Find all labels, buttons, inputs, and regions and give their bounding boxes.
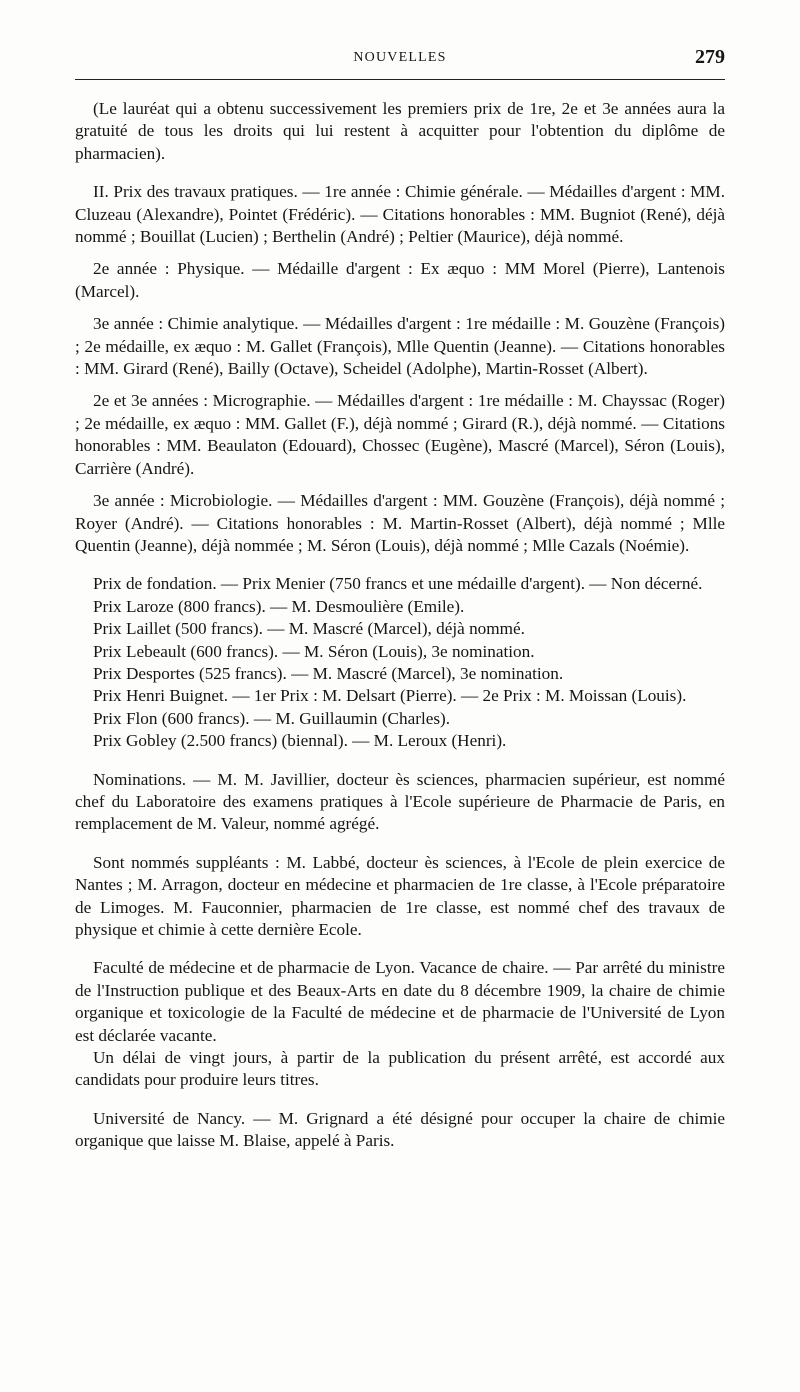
header-rule — [75, 79, 725, 80]
paragraph-deuxieme-annee: 2e année : Physique. — Médaille d'argent : Ex æquo : MM Morel (Pierre), Lantenois (Marcel). — [75, 259, 725, 301]
list-item: Prix Laroze (800 francs). — M. Desmoulière (Emile). — [93, 596, 465, 616]
list-item: Prix Desportes (525 francs). — M. Mascré (Marcel), 3e nomination. — [93, 663, 564, 683]
page-number: 279 — [695, 46, 725, 68]
list-item: Prix Flon (600 francs). — M. Guillaumin (Charles). — [93, 708, 451, 728]
list-item: Prix Lebeault (600 francs). — M. Séron (Louis), 3e nomination. — [93, 641, 535, 661]
paragraph-micrographie: 2e et 3e années : Micrographie. — Médailles d'argent : 1re médaille : M. Chayssac (Roger) ; 2e médaille, ex æquo : MM. Gallet (F.), déjà nommé ; Girard (R.), déjà nommé. — Citations honorables : MM. Beaulaton (Edouard), Chossec (Eugène), Mascré (Marcel), Séron (Louis), Carrière (André). — [75, 391, 725, 478]
article-body — [75, 98, 725, 1153]
list-item: Prix Laillet (500 francs). — M. Mascré (Marcel), déjà nommé. — [93, 619, 525, 639]
page-header — [75, 44, 725, 74]
paragraph-suppleants: Sont nommés suppléants : M. Labbé, docteur ès sciences, à l'Ecole de plein exercice de Nantes ; M. Arragon, docteur en médecine et pharmacien de 1re classe, à l'Ecole préparatoire de Limoges. M. Fauconnier, pharmacien de 1re classe, est nommé chef des travaux de physique et chimie à cette dernière Ecole. — [75, 852, 725, 939]
list-item: Prix Henri Buignet. — 1er Prix : M. Delsart (Pierre). — 2e Prix : M. Moissan (Louis). — [93, 686, 687, 706]
paragraph-microbiologie: 3e année : Microbiologie. — Médailles d'argent : MM. Gouzène (François), déjà nommé ; Royer (André). — Citations honorables : M. Martin-Rosset (Albert), déjà nommé ; Mlle Quentin (Jeanne), déjà nommée ; M. Séron (Louis), déjà nommé ; Mlle Cazals (Noémie). — [75, 491, 725, 555]
running-title: NOUVELLES — [353, 50, 447, 65]
paragraph-prix-travaux-pratiques: II. Prix des travaux pratiques. — 1re année : Chimie générale. — Médailles d'argent : MM. Cluzeau (Alexandre), Pointet (Frédéric). — Citations honorables : MM. Bugniot (René), déjà nommé ; Bouillat (Lucien) ; Berthelin (André) ; Peltier (Maurice), déjà nommé. — [75, 182, 725, 247]
paragraph-laureat-note: (Le lauréat qui a obtenu successivement les premiers prix de 1re, 2e et 3e années aura la gratuité de tous les droits qui lui restent à acquitter pour l'obtention du diplôme de pharmacien). — [75, 99, 725, 163]
paragraph-universite-nancy: Université de Nancy. — M. Grignard a été désigné pour occuper la chaire de chimie organique que laisse M. Blaise, appelé à Paris. — [75, 1108, 725, 1151]
paragraph-delai: Un délai de vingt jours, à partir de la publication du présent arrêté, est accordé aux candidats pour produire leurs titres. — [75, 1048, 725, 1090]
list-item: Prix Gobley (2.500 francs) (biennal). — M. Leroux (Henri). — [93, 731, 507, 751]
paragraph-faculte-lyon: Faculté de médecine et de pharmacie de Lyon. Vacance de chaire. — Par arrêté du ministre de l'Instruction publique et des Beaux-Arts en date du 8 décembre 1909, la chaire de chimie organique et toxicologie de la Faculté de médecine et de pharmacie de l'Université de Lyon est déclarée vacante. — [75, 958, 725, 1045]
paragraph-nominations: Nominations. — M. M. Javillier, docteur ès sciences, pharmacien supérieur, est nommé chef du Laboratoire des examens pratiques à l'Ecole supérieure de Pharmacie de Paris, en remplacement de M. Valeur, nommé agrégé. — [75, 769, 725, 834]
paragraph-prix-fondation: Prix de fondation. — Prix Menier (750 francs et une médaille d'argent). — Non décerné. — [93, 574, 703, 594]
paragraph-troisieme-annee-chimie: 3e année : Chimie analytique. — Médailles d'argent : 1re médaille : M. Gouzène (François) ; 2e médaille, ex æquo : M. Gallet (François), Mlle Quentin (Jeanne). — Citations honorables : MM. Girard (René), Bailly (Octave), Scheidel (Adolphe), Martin-Rosset (Albert). — [75, 314, 725, 379]
